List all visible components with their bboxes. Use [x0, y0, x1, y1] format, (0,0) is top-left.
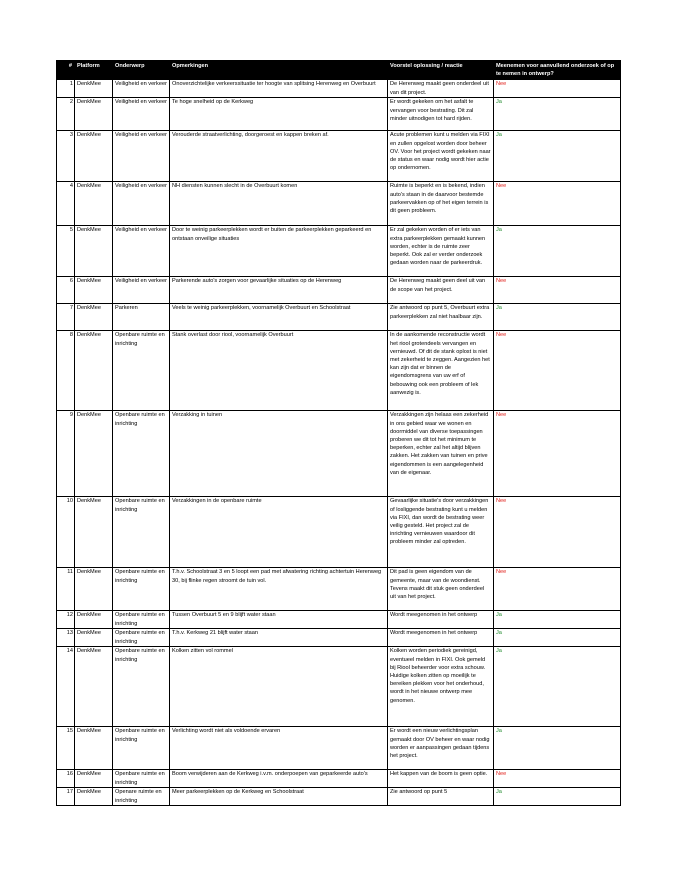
table-row	[57, 331, 621, 411]
platform-cell: DenkMee	[75, 331, 113, 411]
proposal-cell: De Herenweg maakt geen deel uit van de scope van het project.	[388, 277, 494, 304]
remark-cell: Onoverzichtelijke verkeerssituatie ter hoogte van splitsing Herenweg en Overbuurt	[170, 80, 388, 98]
subject-cell: Openbare ruimte en inrichting	[113, 568, 170, 611]
subject-cell: Veiligheid en verkeer	[113, 98, 170, 131]
proposal-cell: In de aankomende reconstructie wordt het riool grotendeels vervangen en vernieuwd. Of dit de stank oplost is niet met zekerheid te zeggen. Aangezien het kan zijn dat er binnen de eigendomsgrens van uw erf of bebouwing ook een probleem of lek aanwezig is.	[388, 331, 494, 411]
proposal-cell: De Herenweg maakt geen onderdeel uit van dit project.	[388, 80, 494, 98]
row-number: 4	[57, 182, 75, 226]
proposal-cell: Wordt meegenomen in het ontwerp	[388, 611, 494, 629]
verdict-cell: Nee	[494, 411, 621, 497]
row-number: 9	[57, 411, 75, 497]
table-row	[57, 629, 621, 647]
remark-cell: Stank overlast door riool, voornamelijk Overbuurt	[170, 331, 388, 411]
row-number: 8	[57, 331, 75, 411]
subject-cell: Openbare ruimte en inrichting	[113, 770, 170, 788]
verdict-cell: Nee	[494, 497, 621, 568]
table-row	[57, 98, 621, 131]
row-number: 12	[57, 611, 75, 629]
remark-cell: NH diensten kunnen slecht in de Overbuurt komen	[170, 182, 388, 226]
subject-cell: Openbare ruimte en inrichting	[113, 331, 170, 411]
remark-cell: Verzakking in tuinen	[170, 411, 388, 497]
table-row	[57, 727, 621, 770]
proposal-cell: Er wordt gekeken om het asfalt te vervangen voor bestrating. Dit zal minder uitnodigen tot hard rijden.	[388, 98, 494, 131]
platform-cell: DenkMee	[75, 277, 113, 304]
proposal-cell: Zie antwoord op punt 5, Overbuurt extra parkeerplekken zal niet haalbaar zijn.	[388, 304, 494, 331]
subject-cell: Veiligheid en verkeer	[113, 226, 170, 277]
verdict-cell: Ja	[494, 727, 621, 770]
table-row	[57, 788, 621, 806]
table-row	[57, 277, 621, 304]
verdict-cell: Nee	[494, 277, 621, 304]
table-row	[57, 770, 621, 788]
table-row	[57, 226, 621, 277]
table-row	[57, 182, 621, 226]
proposal-cell: Dit pad is geen eigendom van de gemeente, maar van de woondienst. Tevens maakt dit stuk geen onderdeel uit van het project.	[388, 568, 494, 611]
proposal-cell: Gevaarlijke situatie's door verzakkingen of losliggende bestrating kunt u melden via FIXI, dan wordt de bestrating weer veilig gesteld. Het project zal de inrichting vernieuwen waardoor dit probleem minder zal optreden.	[388, 497, 494, 568]
remark-cell: Door te weinig parkeerplekken wordt er buiten de parkeerplekken geparkeerd en ontstaan onveilige situaties	[170, 226, 388, 277]
row-number: 14	[57, 647, 75, 727]
proposal-cell: Wordt meegenomen in het ontwerp	[388, 629, 494, 647]
subject-cell: Parkeren	[113, 304, 170, 331]
verdict-cell: Nee	[494, 770, 621, 788]
row-number: 16	[57, 770, 75, 788]
verdict-cell: Ja	[494, 788, 621, 806]
proposal-cell: Ruimte is beperkt en is bekend, indien auto's staan in de daarvoor bestemde parkeervakken op of het eigen terrein is dit geen probleem.	[388, 182, 494, 226]
subject-cell: Openbare ruimte en inrichting	[113, 647, 170, 727]
platform-cell: DenkMee	[75, 98, 113, 131]
row-number: 13	[57, 629, 75, 647]
verdict-cell: Ja	[494, 647, 621, 727]
verdict-cell: Nee	[494, 331, 621, 411]
platform-cell: DenkMee	[75, 411, 113, 497]
column-header-opmerkingen: Opmerkingen	[170, 61, 388, 80]
table-row	[57, 411, 621, 497]
column-header-meenemen: Meenemen voor aanvullend onderzoek of op te nemen in ontwerp?	[494, 61, 621, 80]
remark-cell: Boom verwijderen aan de Kerkweg i.v.m. onderpoepen van geparkeerde auto's	[170, 770, 388, 788]
verdict-cell: Ja	[494, 304, 621, 331]
verdict-cell: Nee	[494, 80, 621, 98]
table-row	[57, 611, 621, 629]
proposal-cell: Zie antwoord op punt 5	[388, 788, 494, 806]
proposal-cell: Verzakkingen zijn helaas een zekerheid in ons gebied waar we wonen en doormiddel van diverse toepassingen proberen we dit tot het minimum te beperken, echter zal het altijd blijven zakken. Het zakken van tuinen en prive eigendommen is een aangelegenheid van de eigenaar.	[388, 411, 494, 497]
table-row	[57, 304, 621, 331]
table-row	[57, 568, 621, 611]
proposal-cell: Het kappen van de boom is geen optie.	[388, 770, 494, 788]
proposal-cell: Kolken worden periodiek gereinigd, eventueel melden in FIXI. Ook gemeld bij Riool beheerder voor extra schouw. Huidige kolken zitten op moeilijk te bereiken plekken voor het onderhoud, wordt in het nieuwe ontwerp mee genomen.	[388, 647, 494, 727]
verdict-cell: Nee	[494, 568, 621, 611]
proposal-cell: Er wordt een nieuw verlichtingsplan gemaakt door OV beheer en waar nodig worden er aanpassingen gedaan tijdens het project.	[388, 727, 494, 770]
subject-cell: Veiligheid en verkeer	[113, 277, 170, 304]
platform-cell: DenkMee	[75, 727, 113, 770]
row-number: 10	[57, 497, 75, 568]
row-number: 5	[57, 226, 75, 277]
platform-cell: DenkMee	[75, 182, 113, 226]
platform-cell: DenkMee	[75, 647, 113, 727]
remark-cell: Verlichting wordt niet als voldoende ervaren	[170, 727, 388, 770]
table-body	[57, 80, 621, 806]
verdict-cell: Ja	[494, 629, 621, 647]
subject-cell: Veiligheid en verkeer	[113, 182, 170, 226]
proposal-cell: Er zal gekeken worden of er iets van extra parkeerplekken gemaakt kunnen worden, echter is de ruimte zeer beperkt. Ook zal er verder onderzoek gedaan worden naar de parkeerdruk.	[388, 226, 494, 277]
platform-cell: DenkMee	[75, 226, 113, 277]
remark-cell: Te hoge snelheid op de Kerkweg	[170, 98, 388, 131]
subject-cell: Openbare ruimte en inrichting	[113, 611, 170, 629]
row-number: 15	[57, 727, 75, 770]
verdict-cell: Ja	[494, 226, 621, 277]
remark-cell: Parkerende auto's zorgen voor gevaarlijke situaties op de Herenweg	[170, 277, 388, 304]
subject-cell: Veiligheid en verkeer	[113, 131, 170, 182]
row-number: 1	[57, 80, 75, 98]
subject-cell: Veiligheid en verkeer	[113, 80, 170, 98]
remark-cell: Meer parkeerplekken op de Kerkweg en Schoolstraat	[170, 788, 388, 806]
subject-cell: Openbare ruimte en inrichting	[113, 411, 170, 497]
column-header-onderwerp: Onderwerp	[113, 61, 170, 80]
subject-cell: Openbare ruimte en inrichting	[113, 629, 170, 647]
column-header-platform: Platform	[75, 61, 113, 80]
row-number: 17	[57, 788, 75, 806]
row-number: 7	[57, 304, 75, 331]
row-number: 11	[57, 568, 75, 611]
column-header-voorstel: Voorstel oplossing / reactie	[388, 61, 494, 80]
remark-cell: T.h.v. Kerkweg 21 blijft water staan	[170, 629, 388, 647]
platform-cell: DenkMee	[75, 304, 113, 331]
remark-cell: Tussen Overbuurt 5 en 9 blijft water staan	[170, 611, 388, 629]
proposal-cell: Acute problemen kunt u melden via FIXI en zullen opgelost worden door beheer OV. Voor het project wordt gekeken naar de status en waar nodig wordt hier actie op ondernomen.	[388, 131, 494, 182]
verdict-cell: Ja	[494, 98, 621, 131]
platform-cell: DenkMee	[75, 568, 113, 611]
remark-cell: Verouderde straatverlichting, doorgeroest en kappen breken af.	[170, 131, 388, 182]
subject-cell: Openbare ruimte en inrichting	[113, 727, 170, 770]
subject-cell: Openbare ruimte en inrichting	[113, 497, 170, 568]
table-row	[57, 80, 621, 98]
table-row	[57, 497, 621, 568]
row-number: 3	[57, 131, 75, 182]
row-number: 2	[57, 98, 75, 131]
platform-cell: DenkMee	[75, 497, 113, 568]
column-header-nr: #	[57, 61, 75, 80]
verdict-cell: Ja	[494, 611, 621, 629]
platform-cell: DenkMee	[75, 770, 113, 788]
verdict-cell: Ja	[494, 131, 621, 182]
remark-cell: Kolken zitten vol rommel	[170, 647, 388, 727]
platform-cell: DenkMee	[75, 788, 113, 806]
platform-cell: DenkMee	[75, 611, 113, 629]
remark-cell: Veels te weinig parkeerplekken, voornamelijk Overbuurt en Schoolstraat	[170, 304, 388, 331]
table-header-row	[57, 61, 621, 80]
table-row	[57, 131, 621, 182]
verdict-cell: Nee	[494, 182, 621, 226]
subject-cell: Openare ruimte en inrichting	[113, 788, 170, 806]
table-row	[57, 647, 621, 727]
remarks-table	[56, 60, 621, 806]
remark-cell: T.h.v. Schoolstraat 3 en 5 loopt een pad met afwatering richting achtertuin Herenweg 30, bij flinke regen stroomt de tuin vol.	[170, 568, 388, 611]
platform-cell: DenkMee	[75, 629, 113, 647]
row-number: 6	[57, 277, 75, 304]
platform-cell: DenkMee	[75, 131, 113, 182]
remark-cell: Verzakkingen in de openbare ruimte	[170, 497, 388, 568]
platform-cell: DenkMee	[75, 80, 113, 98]
